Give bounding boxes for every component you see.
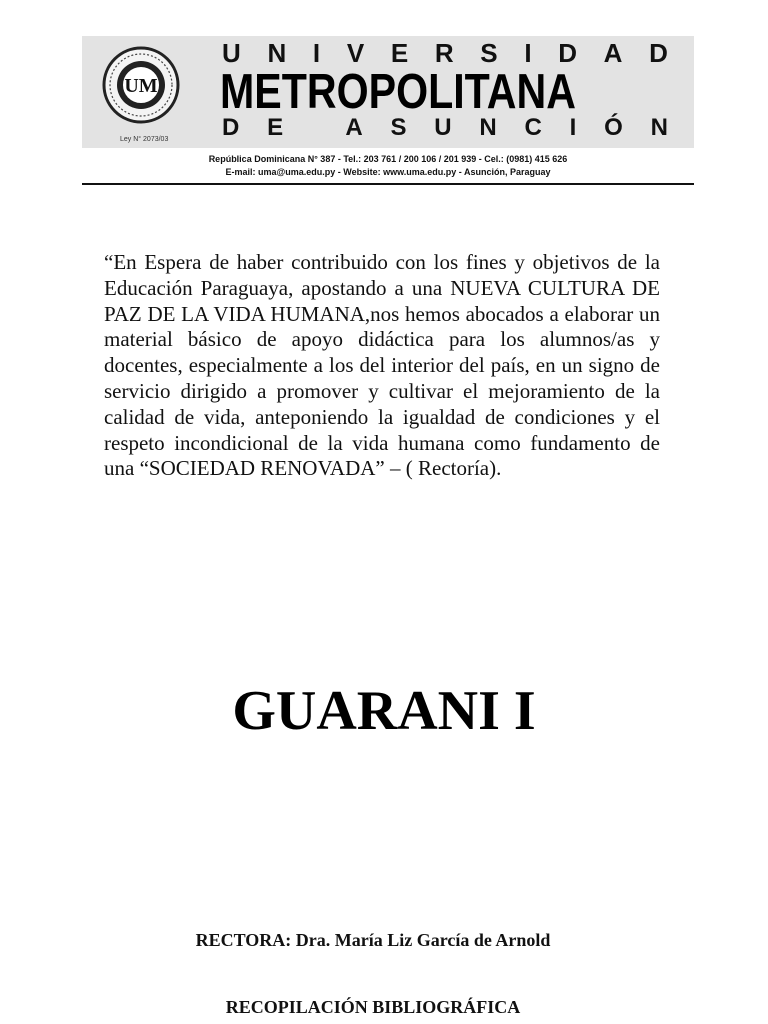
header-divider — [82, 183, 694, 185]
university-name: METROPOLITANA — [220, 65, 576, 119]
university-seal-logo — [102, 46, 180, 124]
city-word-line: D E A S U N C I Ó N — [222, 114, 668, 141]
contact-web-line: E-mail: uma@uma.edu.py - Website: www.uma.edu.py - Asunción, Paraguay — [225, 167, 551, 177]
university-word-line: U N I V E R S I D A D — [222, 38, 668, 68]
course-title: GUARANI I — [232, 680, 536, 742]
rector-credit: RECTORA: Dra. María Liz García de Arnold — [195, 930, 551, 950]
contact-address-line: República Dominicana N° 387 - Tel.: 203 761 / 200 106 / 201 939 - Cel.: (0981) 415 626 — [208, 154, 568, 164]
compilation-credit: RECOPILACIÓN BIBLIOGRÁFICA — [225, 997, 521, 1017]
mission-quote: “En Espera de haber contribuido con los fines y objetivos de la Educación Paraguaya, apostando a una NUEVA CULTURA DE PAZ DE LA VIDA HUMANA,nos hemos abocados a elaborar un material básico de apoyo didáctica para los alumnos/as y docentes, especialmente a los del interior del país, en un signo de servicio dirigido a promover y cultivar el mejoramiento de la calidad de vida, anteponiendo la igualdad de condiciones y el respeto incondicional de la vida humana como fundamento de una “SOCIEDAD RENOVADA” – ( Rectoría). — [104, 250, 660, 481]
seal-law-note: Ley N° 2073/03 — [120, 136, 169, 143]
seal-monogram: UM — [124, 75, 158, 97]
